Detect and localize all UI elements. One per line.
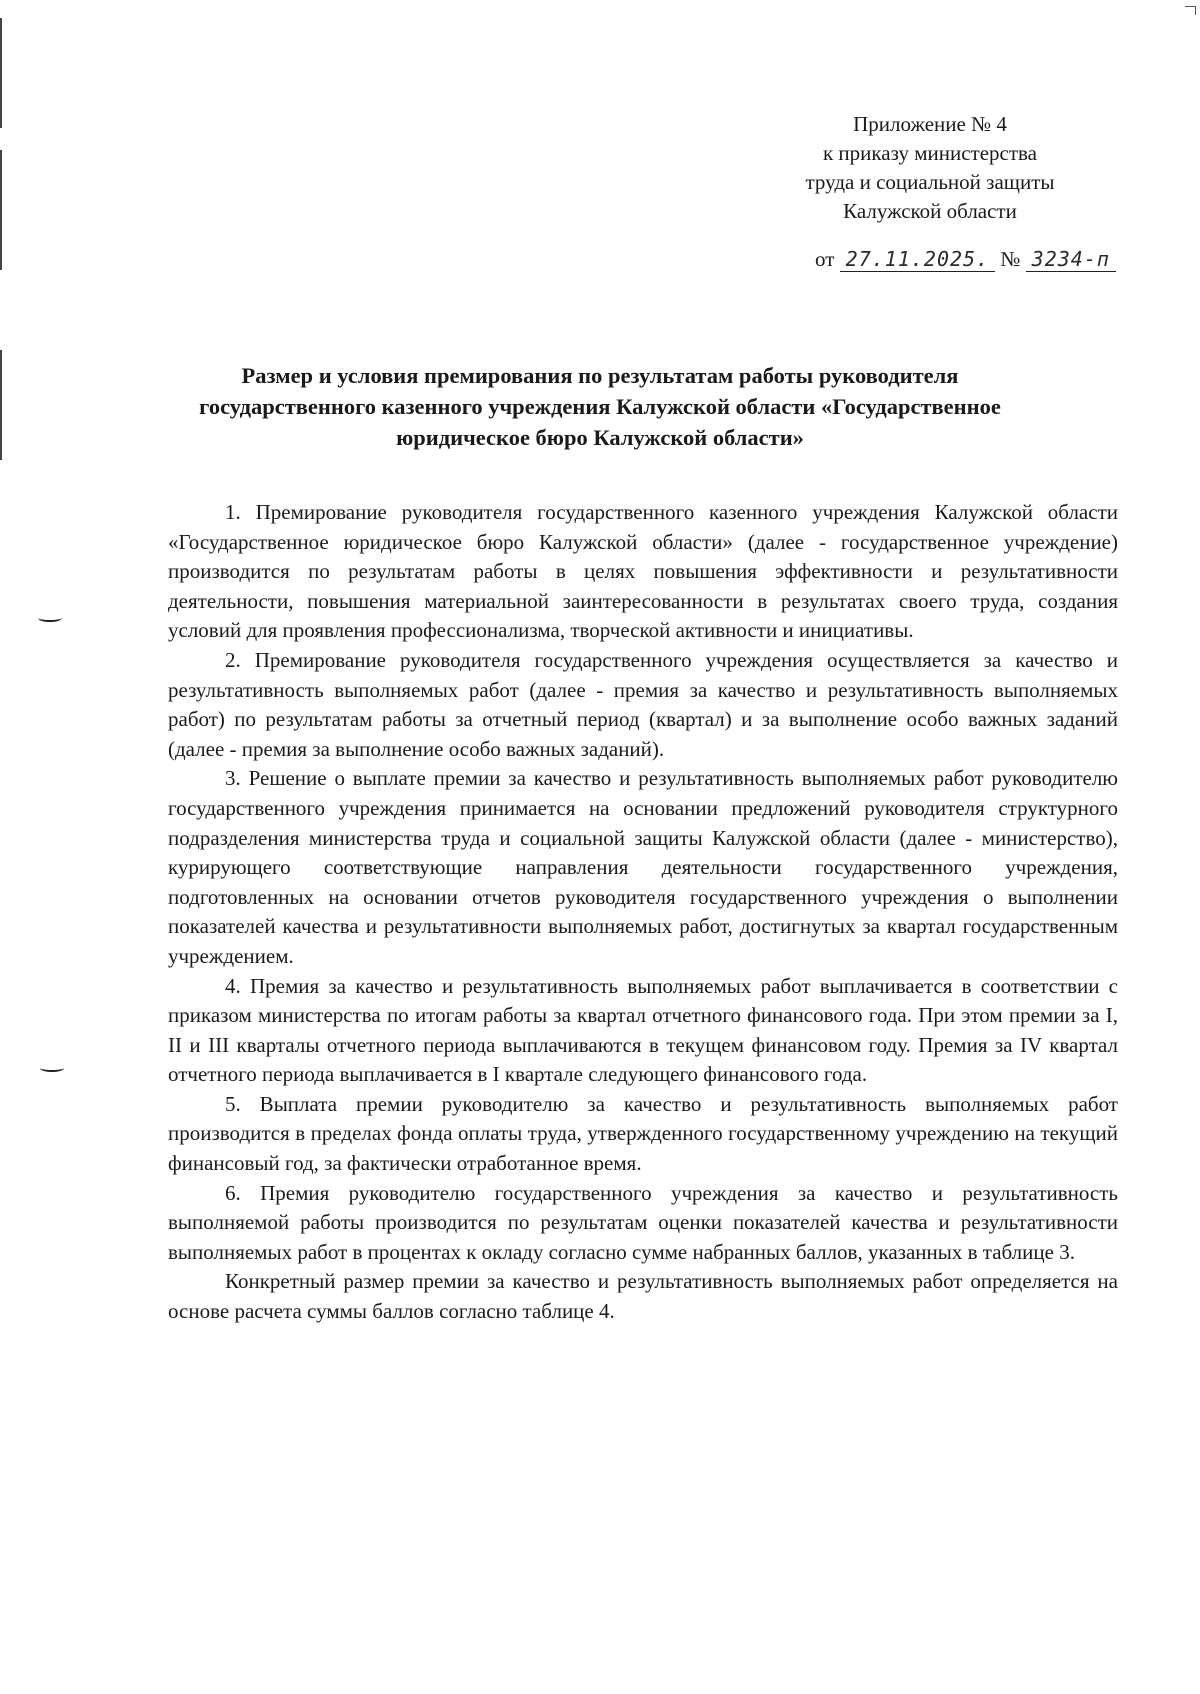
paragraph-1: 1. Премирование руководителя государственного казенного учреждения Калужской области «Государственное юридическое бюро Калужской области» (далее - государственное учреждение) производится по результатам работы в целях повышения эффективности и результативности деятельности, повышения материальной заинтересованности в результатах своего труда, создания условий для проявления профессионализма, творческой активности и инициативы. (168, 500, 1118, 643)
paragraph-2: 2. Премирование руководителя государственного учреждения осуществляется за качество и результативность выполняемых работ (далее - премия за качество и результативность выполняемых работ) по результатам работы за отчетный период (квартал) и за выполнение особо важных заданий (далее - премия за выполнение особо важных заданий). (168, 647, 1118, 761)
appendix-line: Калужской области (843, 199, 1017, 223)
date-prefix: от (815, 247, 835, 271)
document-body (168, 498, 1118, 1327)
number-prefix: № (1000, 247, 1021, 271)
paragraph-3: 3. Решение о выплате премии за качество и результативность выполняемых работ руководителю государственного учреждения принимается на основании предложений руководителя структурного подразделения министерства труда и социальной защиты Калужской области (далее - министерство), курирующего соответствующие направления деятельности государственного учреждения, подготовленных на основании отчетов руководителя государственного учреждения о выполнении показателей качества и результативности выполняемых работ, достигнутых за квартал государственным учреждением. (168, 766, 1118, 968)
scan-margin-line (0, 350, 2, 460)
appendix-header (740, 110, 1120, 226)
title-line: государственного казенного учреждения Калужской области «Государственное (199, 394, 1001, 419)
title-line: юридическое бюро Калужской области» (396, 425, 804, 450)
order-number-handwritten: 3234-п (1026, 247, 1116, 272)
scan-margin-tick (40, 1064, 64, 1072)
order-date-handwritten: 27.11.2025. (840, 247, 995, 272)
scan-margin-line (0, 18, 2, 128)
paragraph-6: 6. Премия руководителю государственного учреждения за качество и результативность выполняемой работы производится по результатам оценки показателей качества и результативности выполняемых работ в процентах к окладу согласно сумме набранных баллов, указанных в таблице 3. (168, 1180, 1118, 1264)
scan-margin-tick (38, 614, 62, 622)
paragraph-5: 5. Выплата премии руководителю за качество и результативность выполняемых работ производится в пределах фонда оплаты труда, утвержденного государственному учреждению на текущий финансовый год, за фактически отработанное время. (168, 1091, 1118, 1176)
title-line: Размер и условия премирования по результатам работы руководителя (241, 363, 959, 388)
appendix-line: труда и социальной защиты (805, 170, 1055, 194)
paragraph-4: 4. Премия за качество и результативность выполняемых работ выплачивается в соответствии с приказом министерства по итогам работы за квартал отчетного финансового года. При этом премии за I, II и III кварталы отчетного периода выплачиваются в текущем финансовом году. Премия за IV квартал отчетного периода выплачивается в I квартале следующего финансового года. (168, 973, 1118, 1087)
paragraph-7: Конкретный размер премии за качество и результативность выполняемых работ определяется на основе расчета суммы баллов согласно таблице 4. (168, 1269, 1118, 1324)
appendix-line: Приложение № 4 (853, 112, 1007, 136)
order-date-number (815, 247, 1116, 272)
appendix-line: к приказу министерства (822, 141, 1038, 165)
document-title (150, 360, 1050, 453)
scan-corner-mark (1185, 6, 1196, 15)
scan-margin-line (0, 150, 2, 270)
